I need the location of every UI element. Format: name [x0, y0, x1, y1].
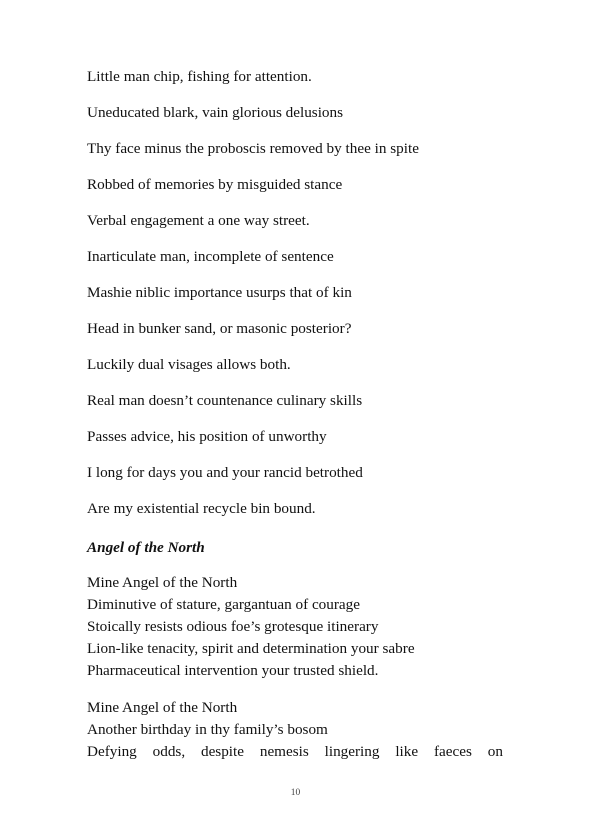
verse-word: despite [200, 743, 244, 760]
verse-line-justified [87, 741, 503, 763]
verse-line: Another birthday in thy family’s bosom [87, 721, 328, 738]
poem-line: Passes advice, his position of unworthy [87, 428, 327, 445]
poem-line: Mashie niblic importance usurps that of kin [87, 284, 352, 301]
verse-line: Diminutive of stature, gargantuan of courage [87, 596, 361, 613]
verse-line: Mine Angel of the North [87, 574, 238, 591]
poem-line: Robbed of memories by misguided stance [87, 176, 343, 193]
poem-line: Little man chip, fishing for attention. [87, 68, 312, 85]
page-number: 10 [290, 788, 301, 798]
poem-line: I long for days you and your rancid betrothed [87, 464, 363, 481]
poem-line: Verbal engagement a one way street. [87, 212, 310, 229]
verse-word: Defying [87, 743, 137, 760]
poem-line: Thy face minus the proboscis removed by thee in spite [87, 140, 419, 157]
verse-word: nemesis [259, 743, 309, 760]
poem-line: Are my existential recycle bin bound. [87, 500, 316, 517]
poem-verse [87, 697, 507, 763]
poem-line: Luckily dual visages allows both. [87, 356, 291, 373]
verse-line: Lion-like tenacity, spirit and determination your sabre [87, 640, 415, 657]
poem-line: Inarticulate man, incomplete of sentence [87, 248, 334, 265]
verse-word: like [395, 743, 419, 760]
verse-word: odds, [152, 743, 186, 760]
verse-line: Stoically resists odious foe’s grotesque itinerary [87, 618, 379, 635]
verse-word: faeces [433, 743, 472, 760]
poem-line: Uneducated blark, vain glorious delusions [87, 104, 344, 121]
verse-line: Pharmaceutical intervention your trusted shield. [87, 662, 379, 679]
verse-line: Mine Angel of the North [87, 699, 238, 716]
poem-title: Angel of the North [87, 539, 205, 556]
poem-verse [87, 572, 507, 682]
verse-word: on [487, 743, 503, 760]
poem-stanza [87, 68, 507, 536]
poem-line: Real man doesn’t countenance culinary skills [87, 392, 363, 409]
poem-line: Head in bunker sand, or masonic posterior? [87, 320, 352, 337]
verse-word: lingering [324, 743, 380, 760]
